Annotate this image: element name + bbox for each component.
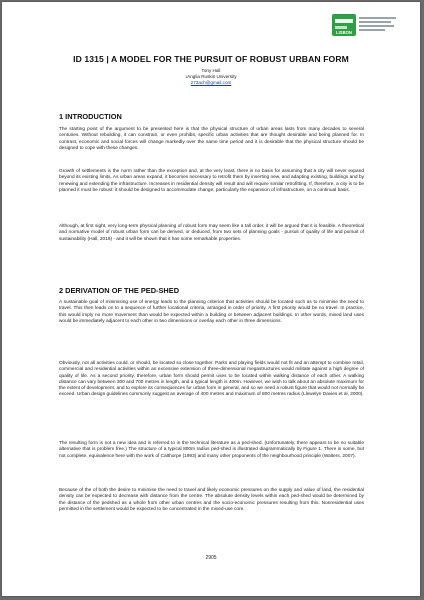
- logo-mark-icon: [332, 14, 356, 36]
- section-heading-ped-shed: 2 DERIVATION OF THE PED-SHED: [59, 286, 180, 295]
- affiliation-mark: 1: [185, 75, 188, 79]
- pedshed-paragraph-2: Obviously, not all activities could, or should, be located so close together. Parks and playing fields would not fit and an attempt to combine retail, commercial and residential activities within an excessive extension of three-dimensional megastructures would militate against a high degree of quality of life. As a second priority, therefore, urban form should permit uses to be located within walking distance of each other. A walking distance can vary between 300 and 700 metres in length, and a typical length is 400m. However, we wish to talk about an absolute maximum for the extent of development, and to explore its consequences for urban form in general, and so we need a robust figure that would not normally be exceed. Urban design guidelines commonly suggest an average of 400 metres and maximum of 800 metres radius (Llewelyn Davies et al, 2000).: [59, 361, 364, 398]
- affiliation-text: Anglia Ruskin University: [187, 74, 237, 79]
- paper-title: ID 1315 | A MODEL FOR THE PURSUIT OF ROBUST URBAN FORM: [73, 54, 349, 64]
- intro-paragraph-1: The starting point of the argument to be presented here is that the physical structure of urban areas lasts from many decades to several centuries. Without rebuilding, it can constrain, or even prohibit, specific urban activities that are thought desirable and being planned for. In contrast, economic and social forces will change markedly over the same time period and it is desirable that the physical structure should be designed to cope with these changes.: [59, 127, 364, 151]
- document-page: [2, 2, 420, 596]
- pedshed-paragraph-3: The resulting form is not a new idea and is referred to in the technical literature as a ped-shed. (Unfortunately, there appears to be no suitable alternative that is problem free.) The structure of a typical 800m radius ped-shed is illustrated diagrammatically by Figure 1. There is some, but not complete, equivalence here with the work of Calthorpe (1993) and many other proponents of the neighbourhood principle (Walters, 2007).: [59, 441, 364, 459]
- author-name: Tony Hall: [201, 68, 221, 73]
- pedshed-paragraph-1: A sustainable goal of minimising use of energy leads to the planning criterion that activities should be located such as to minimise the need to travel. This then leads on to a sequence of further locational criteria, arranged in order of priority. A first priority would be no travel. In practice, this would imply no more movement than would be expected within a building or between adjacent buildings. In other words, mixed land uses would be immediately adjacent to each other in two dimensions or overlay each other in three dimensions.: [59, 300, 364, 324]
- page-number: 2905: [205, 555, 217, 561]
- section-heading-introduction: 1 INTRODUCTION: [59, 112, 122, 121]
- pedshed-paragraph-4: Because of the of both the desire to minimise the need to travel and likely economic pressures on the supply and value of land, the residential density can be expected to decrease with distance from the centre. The absolute density levels within each ped-shed would be determined by the distance of the pedshed as a whole from other urban centres and the socio-economic pressures resulting from this. Nonresidential uses permitted in the settlement would be expected to be concentrated in the mixed-use core.: [59, 488, 364, 512]
- intro-paragraph-3: Although, at first sight, very long-term physical planning of robust form may seem like a tall order, it will be argued that it is feasible. A theoretical and normative model of robust urban form can be derived, or deduced, from two sets of planning goals - pursuit of quality of life and pursuit of sustainability (Hall, 2015) - and it will be shown that it has some remarkable properties.: [59, 224, 364, 242]
- intro-paragraph-2: Growth of settlements is the norm rather than the exception and, at the very least, there is no basis for assuming that a city will never expand beyond its existing limits. As urban areas expand, it becomes necessary to retrofit them by inserting new, and adapting existing, buildings and by renewing and extending the infrastructure. Increases in residential density will result and will require similar retrofitting. If, therefore, a city is to be planned it must be robust: it should be designed to accommodate change, particularly the expansion of infrastructure, on a continual basis.: [59, 169, 364, 193]
- logo-text: LISBON: [336, 30, 352, 35]
- logo-wordmark: [359, 17, 396, 33]
- conference-logo: [332, 14, 396, 36]
- author-email-link[interactable]: 273ach@gmail.com: [190, 80, 232, 85]
- author-email-line: [2, 80, 420, 86]
